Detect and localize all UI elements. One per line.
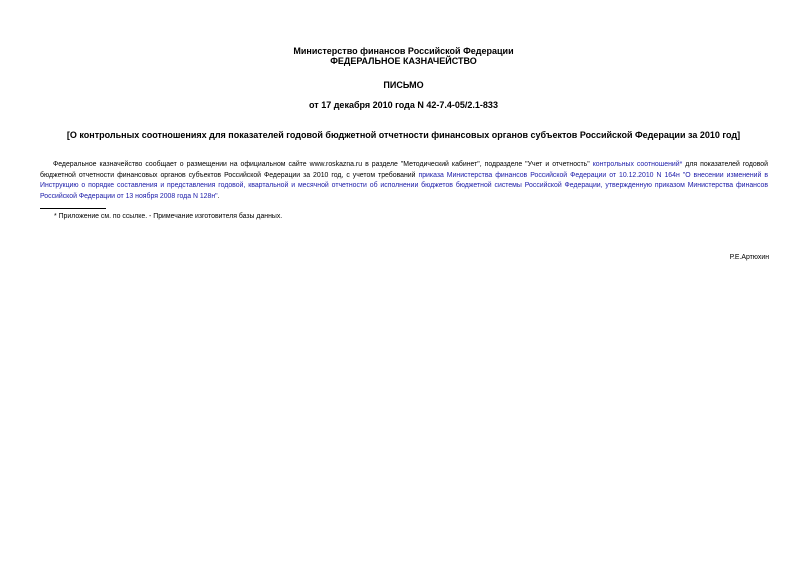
agency-name: ФЕДЕРАЛЬНОЕ КАЗНАЧЕЙСТВО [330,56,477,66]
order-link[interactable]: приказа Министерства финансов Российской Федерации от 10.12.2010 N 164н "О внесении изменений в Инструкцию о порядке составления и представления годовой, квартальной и месячной отчетности об исполнении бюджетов бюджетной системы Российской Федерации, утвержденную приказом Министерства финансов Российской Федерации от 13 ноября 2008 года N 128н" [40,171,768,200]
document-subject: [О контрольных соотношениях для показателей годовой бюджетной отчетности финансовых органов субъектов Российской Федерации за 2010 год] [66,130,741,140]
body-text-start: Федеральное казначейство сообщает о размещении на официальном сайте www.roskazna.ru в разделе "Методический кабинет", подразделе "Учет и отчетность" [53,161,593,168]
document-type: ПИСЬМО [383,80,424,90]
document-header [0,46,807,66]
control-ratios-link[interactable]: контрольных соотношений* [592,161,683,168]
footnote-divider [40,208,106,209]
body-text-end: . [217,192,220,200]
document-date-number: от 17 декабря 2010 года N 42-7.4-05/2.1-833 [309,100,498,110]
signature: Р.Е.Артюхин [729,254,769,261]
body-text-middle: для показателей годовой бюджетной отчетности финансовых органов субъектов Российской Федерации за 2010 год, с учетом требований [40,161,768,179]
ministry-name: Министерство финансов Российской Федерации [293,46,514,56]
footnote: * Приложение см. по ссылке. - Примечание изготовителя базы данных. [54,213,283,220]
body-paragraph [40,160,768,202]
